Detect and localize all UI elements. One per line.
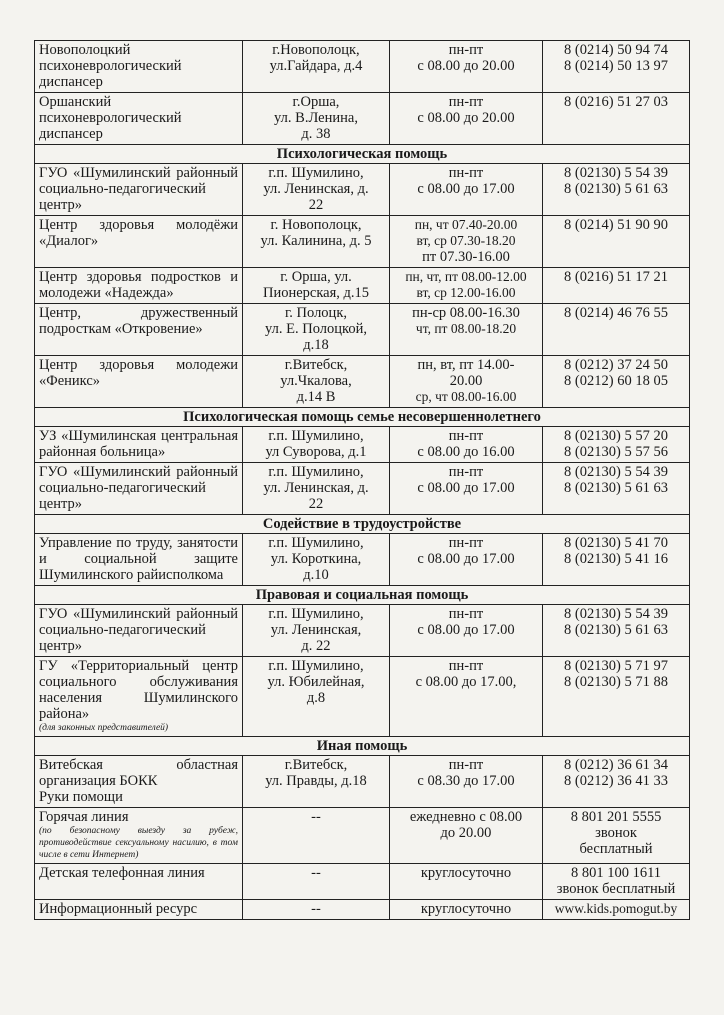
- working-hours-line: с 08.30 до 17.00: [417, 773, 515, 789]
- organization-name: [35, 427, 243, 463]
- contact-phones: [543, 657, 690, 737]
- working-hours: [390, 356, 543, 408]
- working-hours-line: с 08.00 до 20.00: [417, 110, 515, 126]
- working-hours-line: с 08.00 до 17.00,: [415, 674, 517, 690]
- organization-name: [35, 356, 243, 408]
- contact-phones: [543, 900, 690, 920]
- organization-address-line: --: [311, 809, 321, 825]
- working-hours-line: пн-пт: [448, 658, 484, 674]
- working-hours-line: круглосуточно: [420, 901, 512, 917]
- organization-name-line: УЗ «Шумилинская центральная районная больница»: [39, 428, 238, 460]
- contact-phones-line: 8 (02130) 5 71 97: [564, 658, 668, 674]
- working-hours-line: чт, пт 08.00-18.20: [415, 321, 517, 336]
- contact-phones: [543, 463, 690, 515]
- working-hours-line: ср, чт 08.00-16.00: [415, 389, 517, 404]
- organization-address-line: г.п. Шумилино,: [268, 464, 364, 480]
- organization-name-line: ГУ «Территориальный центр социального обслуживания населения Шумилинского района»: [39, 658, 238, 722]
- organization-name: [35, 164, 243, 216]
- organization-name-line: Витебская областная организация БОКК: [39, 757, 238, 789]
- organization-address-line: г.Витебск,: [284, 757, 348, 773]
- organization-name-line: ГУО «Шумилинский районный социально-педагогический центр»: [39, 606, 238, 654]
- organization-name: [35, 657, 243, 737]
- organization-name: [35, 216, 243, 268]
- contact-phones-line: 8 (0214) 51 90 90: [564, 217, 668, 233]
- organization-address: [243, 216, 390, 268]
- organization-address-line: ул. Ленинская, д.: [263, 181, 369, 197]
- organization-name: [35, 808, 243, 864]
- working-hours-line: пн, чт 07.40-20.00: [414, 217, 518, 232]
- working-hours-line: вт, ср 07.30-18.20: [416, 233, 516, 248]
- contact-phones: [543, 268, 690, 304]
- table-row: [35, 427, 690, 463]
- organization-address-line: д. 38: [301, 126, 331, 142]
- organization-address-line: ул.Чкалова,: [280, 373, 352, 389]
- working-hours-line: пт 07.30-16.00: [422, 249, 510, 265]
- organization-name-line: ГУО «Шумилинский районный социально-педагогический центр»: [39, 464, 238, 512]
- working-hours-line: круглосуточно: [420, 865, 512, 881]
- working-hours-line: вт, ср 12.00-16.00: [416, 285, 516, 300]
- working-hours-line: с 08.00 до 17.00: [417, 551, 515, 567]
- organization-address-line: г.п. Шумилино,: [268, 165, 364, 181]
- organization-name: [35, 756, 243, 808]
- working-hours: [390, 216, 543, 268]
- contact-phones-line: 8 (0214) 46 76 55: [564, 305, 668, 321]
- working-hours-line: с 08.00 до 17.00: [417, 480, 515, 496]
- organization-address-line: д.10: [303, 567, 329, 583]
- organization-address: [243, 756, 390, 808]
- contact-phones: [543, 93, 690, 145]
- organization-name-line: Детская телефонная линия: [39, 865, 205, 881]
- working-hours-line: с 08.00 до 16.00: [417, 444, 515, 460]
- organization-note: (для законных представителей): [39, 723, 169, 733]
- organization-name-line: Новополоцкий психоневрологический диспансер: [39, 42, 182, 90]
- help-directory-table: [34, 40, 690, 920]
- contact-phones-line: звонок: [595, 825, 637, 841]
- organization-address-line: г. Орша, ул.: [280, 269, 352, 285]
- working-hours: [390, 93, 543, 145]
- contact-phones-line: 8 (02130) 5 54 39: [564, 165, 668, 181]
- contact-phones: [543, 534, 690, 586]
- working-hours-line: с 08.00 до 17.00: [417, 622, 515, 638]
- organization-address: [243, 900, 390, 920]
- organization-address: [243, 93, 390, 145]
- contact-phones-line: 8 (02130) 5 54 39: [564, 606, 668, 622]
- organization-address: [243, 164, 390, 216]
- contact-phones: [543, 164, 690, 216]
- organization-name-line: ГУО «Шумилинский районный социально-педагогический центр»: [39, 165, 238, 213]
- working-hours-line: пн-пт: [448, 606, 484, 622]
- organization-address-line: 22: [308, 496, 324, 512]
- contact-phones-line: 8 (02130) 5 57 20: [564, 428, 668, 444]
- working-hours-line: пн-пт: [448, 464, 484, 480]
- organization-address-line: д.18: [303, 337, 329, 353]
- table-row: [35, 864, 690, 900]
- contact-phones-line: 8 (0212) 60 18 05: [564, 373, 668, 389]
- organization-address-line: г.Витебск,: [284, 357, 348, 373]
- organization-address-line: ул. Ленинская, д.: [263, 480, 369, 496]
- working-hours: [390, 463, 543, 515]
- organization-name-line: Руки помощи: [39, 789, 123, 805]
- organization-address-line: г.п. Шумилино,: [268, 428, 364, 444]
- organization-address-line: ул. Правды, д.18: [265, 773, 367, 789]
- organization-address-line: --: [311, 901, 321, 917]
- organization-name-line: Центр здоровья молодёжи «Диалог»: [39, 217, 238, 249]
- contact-phones-line: 8 (02130) 5 41 16: [564, 551, 668, 567]
- organization-name-line: Центр здоровья молодежи «Феникс»: [39, 357, 238, 389]
- working-hours: [390, 534, 543, 586]
- section-title: Иная помощь: [35, 737, 690, 756]
- organization-address-line: ул.Гайдара, д.4: [269, 58, 363, 74]
- help-directory-body: [35, 41, 690, 920]
- working-hours-line: 20.00: [449, 373, 483, 389]
- working-hours: [390, 605, 543, 657]
- organization-address-line: д.14 В: [296, 389, 336, 405]
- contact-phones: [543, 756, 690, 808]
- organization-address: [243, 605, 390, 657]
- working-hours: [390, 164, 543, 216]
- contact-phones-line: 8 (0216) 51 27 03: [564, 94, 668, 110]
- organization-address: [243, 463, 390, 515]
- working-hours-line: пн-пт: [448, 165, 484, 181]
- organization-name-line: Оршанский психоневрологический диспансер: [39, 94, 182, 142]
- organization-address: [243, 304, 390, 356]
- organization-address: [243, 534, 390, 586]
- contact-phones: [543, 808, 690, 864]
- organization-name-line: Центр здоровья подростков и молодежи «Надежда»: [39, 269, 238, 301]
- organization-address-line: ул. В.Ленина,: [274, 110, 358, 126]
- contact-phones-line: бесплатный: [579, 841, 653, 857]
- contact-phones-line: 8 (02130) 5 61 63: [564, 181, 668, 197]
- organization-name-line: Центр, дружественный подросткам «Откровение»: [39, 305, 238, 337]
- organization-address-line: ул. Ленинская,: [270, 622, 362, 638]
- working-hours-line: с 08.00 до 20.00: [417, 58, 515, 74]
- table-row: [35, 356, 690, 408]
- organization-address: [243, 356, 390, 408]
- organization-address-line: ул. Е. Полоцкой,: [265, 321, 367, 337]
- contact-phones: [543, 304, 690, 356]
- organization-name-line: Информационный ресурс: [39, 901, 198, 917]
- contact-phones: [543, 864, 690, 900]
- table-row: [35, 304, 690, 356]
- organization-name: [35, 605, 243, 657]
- section-title: Психологическая помощь: [35, 145, 690, 164]
- table-row: [35, 605, 690, 657]
- contact-phones-line: 8 (0214) 50 13 97: [564, 58, 668, 74]
- organization-address-line: ул Суворова, д.1: [265, 444, 367, 460]
- contact-phones-line: 8 (0214) 50 94 74: [564, 42, 668, 58]
- contact-phones-line: звонок бесплатный: [556, 881, 676, 897]
- organization-address-line: г.п. Шумилино,: [268, 658, 364, 674]
- contact-phones-line: 8 (02130) 5 71 88: [564, 674, 668, 690]
- working-hours-line: ежедневно с 08.00: [409, 809, 523, 825]
- organization-address-line: г. Полоцк,: [284, 305, 347, 321]
- organization-address-line: г.Новополоцк,: [272, 42, 360, 58]
- working-hours: [390, 427, 543, 463]
- table-row: [35, 657, 690, 737]
- organization-address-line: д. 22: [301, 638, 331, 654]
- organization-address-line: г.п. Шумилино,: [268, 535, 364, 551]
- working-hours-line: до 20.00: [440, 825, 492, 841]
- section-header-row: [35, 515, 690, 534]
- organization-address-line: ул. Калинина, д. 5: [260, 233, 372, 249]
- contact-phones: [543, 427, 690, 463]
- organization-name-line: Горячая линия: [39, 809, 129, 825]
- organization-address-line: 22: [308, 197, 324, 213]
- table-row: [35, 534, 690, 586]
- working-hours-line: пн-пт: [448, 757, 484, 773]
- contact-phones-line: 8 (02130) 5 41 70: [564, 535, 668, 551]
- organization-address-line: ул. Юбилейная,: [267, 674, 365, 690]
- organization-address: [243, 808, 390, 864]
- working-hours: [390, 864, 543, 900]
- table-row: [35, 216, 690, 268]
- working-hours-line: с 08.00 до 17.00: [417, 181, 515, 197]
- contact-phones-line: 8 (02130) 5 61 63: [564, 622, 668, 638]
- organization-address-line: г. Новополоцк,: [270, 217, 362, 233]
- organization-address: [243, 427, 390, 463]
- table-row: [35, 463, 690, 515]
- table-row: [35, 164, 690, 216]
- table-row: [35, 41, 690, 93]
- organization-name: [35, 268, 243, 304]
- contact-phones: [543, 356, 690, 408]
- working-hours: [390, 657, 543, 737]
- contact-phones-line: 8 (02130) 5 54 39: [564, 464, 668, 480]
- contact-phones: [543, 41, 690, 93]
- table-row: [35, 756, 690, 808]
- organization-name: [35, 864, 243, 900]
- working-hours: [390, 756, 543, 808]
- working-hours: [390, 41, 543, 93]
- organization-address-line: --: [311, 865, 321, 881]
- organization-name: [35, 534, 243, 586]
- contact-phones: [543, 605, 690, 657]
- organization-address: [243, 864, 390, 900]
- website-link[interactable]: www.kids.pomogut.by: [554, 901, 678, 916]
- working-hours-line: пн-пт: [448, 94, 484, 110]
- table-row: [35, 268, 690, 304]
- contact-phones-line: 8 (0212) 36 41 33: [564, 773, 668, 789]
- section-header-row: [35, 737, 690, 756]
- working-hours-line: пн-пт: [448, 428, 484, 444]
- organization-name: [35, 93, 243, 145]
- organization-address-line: г.п. Шумилино,: [268, 606, 364, 622]
- working-hours-line: пн, вт, пт 14.00-: [417, 357, 515, 373]
- section-title: Содействие в трудоустройстве: [35, 515, 690, 534]
- contact-phones-line: 8 801 201 5555: [570, 809, 662, 825]
- working-hours-line: пн-ср 08.00-16.30: [412, 305, 520, 321]
- organization-name-line: Управление по труду, занятости и социальной защите Шумилинского райисполкома: [39, 535, 238, 583]
- organization-name: [35, 463, 243, 515]
- organization-name: [35, 41, 243, 93]
- contact-phones-line: 8 (0212) 37 24 50: [564, 357, 668, 373]
- table-row: [35, 93, 690, 145]
- contact-phones-line: 8 (0216) 51 17 21: [564, 269, 668, 285]
- working-hours: [390, 900, 543, 920]
- table-row: [35, 808, 690, 864]
- contact-phones-line: 8 (02130) 5 57 56: [564, 444, 668, 460]
- working-hours-line: пн, чт, пт 08.00-12.00: [405, 269, 527, 284]
- contact-phones: [543, 216, 690, 268]
- section-header-row: [35, 408, 690, 427]
- working-hours-line: пн-пт: [448, 535, 484, 551]
- contact-phones-line: 8 (02130) 5 61 63: [564, 480, 668, 496]
- section-header-row: [35, 586, 690, 605]
- working-hours: [390, 268, 543, 304]
- organization-address: [243, 657, 390, 737]
- table-row: [35, 900, 690, 920]
- organization-note: (по безопасному выезду за рубеж, противодействие сексуальному насилию, в том числе в сети Интернет): [39, 826, 238, 860]
- help-directory-sheet: [34, 40, 689, 920]
- section-header-row: [35, 145, 690, 164]
- organization-address: [243, 41, 390, 93]
- organization-address-line: г.Орша,: [292, 94, 340, 110]
- working-hours: [390, 304, 543, 356]
- organization-address-line: ул. Короткина,: [270, 551, 362, 567]
- working-hours-line: пн-пт: [448, 42, 484, 58]
- organization-name: [35, 900, 243, 920]
- organization-address-line: д.8: [306, 690, 326, 706]
- section-title: Правовая и социальная помощь: [35, 586, 690, 605]
- working-hours: [390, 808, 543, 864]
- contact-phones-line: 8 (0212) 36 61 34: [564, 757, 668, 773]
- organization-address: [243, 268, 390, 304]
- section-title: Психологическая помощь семье несовершеннолетнего: [35, 408, 690, 427]
- organization-address-line: Пионерская, д.15: [262, 285, 370, 301]
- contact-phones-line: 8 801 100 1611: [570, 865, 662, 881]
- organization-name: [35, 304, 243, 356]
